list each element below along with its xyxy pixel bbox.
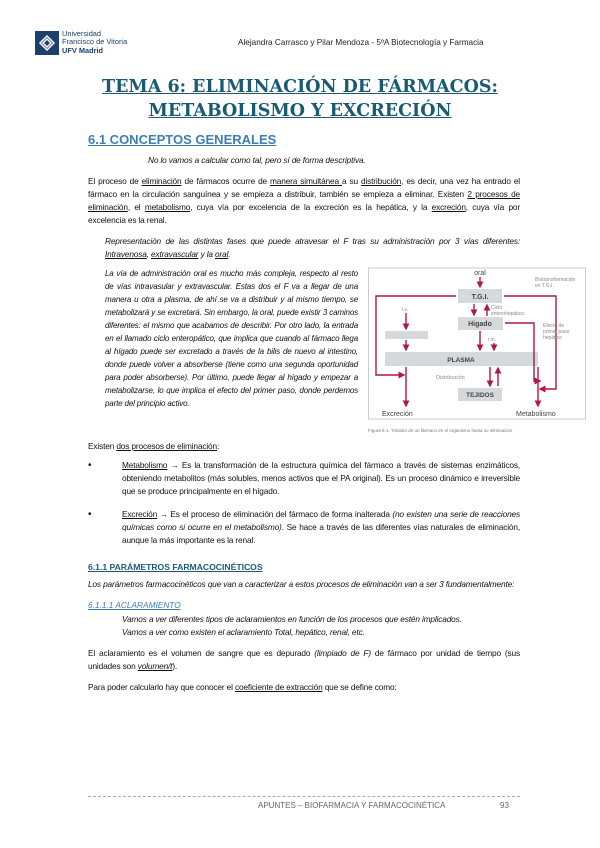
page-number: 93 (500, 801, 509, 810)
university-logo-icon (35, 31, 59, 55)
header-authors: Alejandra Carrasco y Pilar Mendoza - 5ºA Biotecnología y Farmacia (238, 38, 484, 47)
logo-text (62, 30, 127, 55)
extravascular-box (385, 331, 428, 339)
page-title (0, 75, 600, 123)
figure-caption: Figura 6-1. Tránsito de un fármaco en el organismo hasta su eliminación (368, 428, 513, 433)
text-span: → (157, 509, 171, 519)
label-iv: i.v. (402, 307, 409, 313)
text-span: oral (215, 249, 229, 259)
subsubsection-heading: 6.1.1.1 ACLARAMIENTO (88, 600, 181, 610)
label-efecto: Efecto de (543, 323, 565, 329)
text-span: eliminación (141, 176, 182, 186)
aclaramiento-line-2: Vamos a ver como existen el aclaramiento Total, hepático, renal, etc. (122, 627, 365, 637)
text-span: Es el proceso de eliminación del fármaco de forma inalterada (170, 509, 393, 519)
label-im: i.m. (488, 337, 497, 343)
text-span: . (228, 249, 231, 259)
text-span: 2 procesos de eliminación (88, 189, 520, 212)
text-span: manera simultánea (270, 176, 342, 186)
text-span: (limpiado de F) (314, 648, 371, 658)
list-item-text (122, 459, 520, 498)
label-tgi: T.G.I. (471, 294, 489, 301)
text-span: a su (341, 176, 361, 186)
list-item-metabolismo (88, 459, 520, 498)
label-efecto: hepático (543, 335, 562, 341)
text-span: de fármacos ocurre de (181, 176, 271, 186)
text-span: Para poder calcularlo hay que conocer el (88, 682, 235, 692)
text-span: extravascular (151, 249, 199, 259)
text-span: Metabolismo (122, 460, 168, 470)
paragraph-eliminacion (88, 175, 520, 227)
label-distribucion: Distribución (436, 375, 465, 381)
text-span: Representación de las distintas fases que puede atravesar el F tras su administración por 3 vías diferentes: (105, 236, 520, 246)
footer-divider (88, 796, 520, 797)
footer-text: APUNTES – BIOFARMACIA Y FARMACOCINÉTICA (258, 801, 446, 810)
bullet-icon: • (88, 509, 92, 520)
label-higado: Higado (468, 321, 492, 328)
text-span: dos procesos de eliminación (116, 441, 217, 451)
figure (368, 267, 588, 434)
paragraph-representacion (88, 235, 520, 261)
aclaramiento-line-1: Vamos a ver diferentes tipos de aclaramientos en función de los procesos que estén implicados. (122, 614, 462, 624)
label-ciclo: Ciclo (491, 305, 503, 311)
subsection-intro: Los parámetros farmacocinéticos que van a caracterizar a estos procesos de eliminación van a ser 3 fundamentalmente: (88, 579, 515, 589)
aclaramiento-definition (88, 647, 520, 673)
text-span: que se define como: (322, 682, 397, 692)
text-span: , es decir, una vez ha entrado el fármaco en la circulación sanguínea y se empieza a distribuir, también se empieza a eliminar. Existen (88, 176, 520, 199)
logo-line: Francisco de Vitoria (62, 37, 128, 47)
title-line-2: METABOLISMO Y EXCRECIÓN (148, 101, 452, 121)
text-span: El proceso de (88, 176, 142, 186)
text-span: , cuya vía por excelencia es la renal. (88, 202, 520, 225)
text-span: Intravenosa (105, 249, 147, 259)
label-biotrans: Biotransformación (535, 277, 576, 283)
text-span: : (216, 441, 220, 451)
label-oral: oral (474, 270, 486, 277)
label-tejidos: TEJIDOS (466, 392, 494, 399)
oral-route-row (105, 267, 576, 434)
text-span: , (146, 249, 152, 259)
subsection-heading: 6.1.1 PARÁMETROS FARMACOCINÉTICOS (88, 562, 263, 572)
section-heading: 6.1 CONCEPTOS GENERALES (88, 132, 277, 147)
section-note: No lo vamos a calcular como tal, pero sí de forma descriptiva. (148, 155, 366, 165)
main-content (88, 131, 576, 694)
text-span: de fármaco por unidad de tiempo (sus unidades son (88, 648, 520, 671)
label-plasma: PLASMA (447, 357, 475, 364)
text-span: → (167, 460, 182, 470)
text-span: (no existen una serie de reacciones químicas como si ocurre en el metabolismo) (122, 509, 521, 532)
text-span: Es la transformación de la estructura química del fármaco a través de sistemas enzimáticos, obteniendo metabolitos (más solubles, menos activos que el PA original). Es un proceso dinámico e irreversible que se produce principalmente en el hígado. (122, 460, 520, 496)
paragraph-via-oral: La vía de administración oral es mucho más compleja, respecto al resto de vías intravasular y extravascular. Estas dos el F va a llegar de una manera u otra a plasma, de ahí se va a distribuir y al mismo tiempo, se metabolizará y se excretará. Sin embargo, la oral, puede existir 3 caminos diferentes: el mismo que acabamos de describir. Por otro lado, la entrada en el llamado ciclo enteropático, que implica que cuando al fármaco llega al hígado puede ser excretado a través de la bilis de nuevo al intestino, donde puede volver a absorberse (tiene como una segunda oportunidad para poder absorberse). Por último, puede llegar al hígado y empezar a metabolizarse, lo que implica el efecto del primer paso, donde perdemos parte del principio activo. (105, 269, 358, 408)
bullet-icon: • (88, 460, 92, 471)
label-metabolismo: Metabolismo (516, 411, 556, 418)
text-span: Excreción (122, 509, 158, 519)
label-excrecion: Excreción (382, 411, 413, 418)
text-span: volumen/t (137, 661, 173, 671)
procesos-intro (88, 440, 520, 453)
list-item-text (122, 508, 520, 547)
label-ciclo: enterohepático (491, 311, 525, 317)
text-span: , cuya vía por excelencia de la excreción es la hepática, y la (190, 202, 432, 212)
title-line-1: TEMA 6: ELIMINACIÓN DE FÁRMACOS: (102, 77, 498, 97)
list-item-excrecion (88, 508, 520, 547)
text-span: ). (172, 661, 178, 671)
label-efecto: primer paso (543, 329, 570, 335)
text-span: Existen (88, 441, 117, 451)
label-biotrans: en T.G.I. (535, 283, 554, 289)
logo-line: Universidad (62, 29, 102, 38)
pharmacokinetics-diagram (368, 267, 588, 421)
text-span: distribución (360, 176, 402, 186)
text-span: metabolismo (144, 202, 191, 212)
text-span: El aclaramiento es el volumen de sangre que es depurado (88, 648, 315, 658)
text-span: , el (127, 202, 145, 212)
text-span: excreción (431, 202, 466, 212)
text-span: . Se hace a través de las diferentes vías naturales de eliminación, aunque la más importante es la renal. (122, 522, 520, 545)
coeficiente-line (88, 681, 520, 694)
text-span: y la (198, 249, 216, 259)
logo-line: UFV Madrid (62, 45, 104, 55)
text-span: coeficiente de extracción (234, 682, 323, 692)
